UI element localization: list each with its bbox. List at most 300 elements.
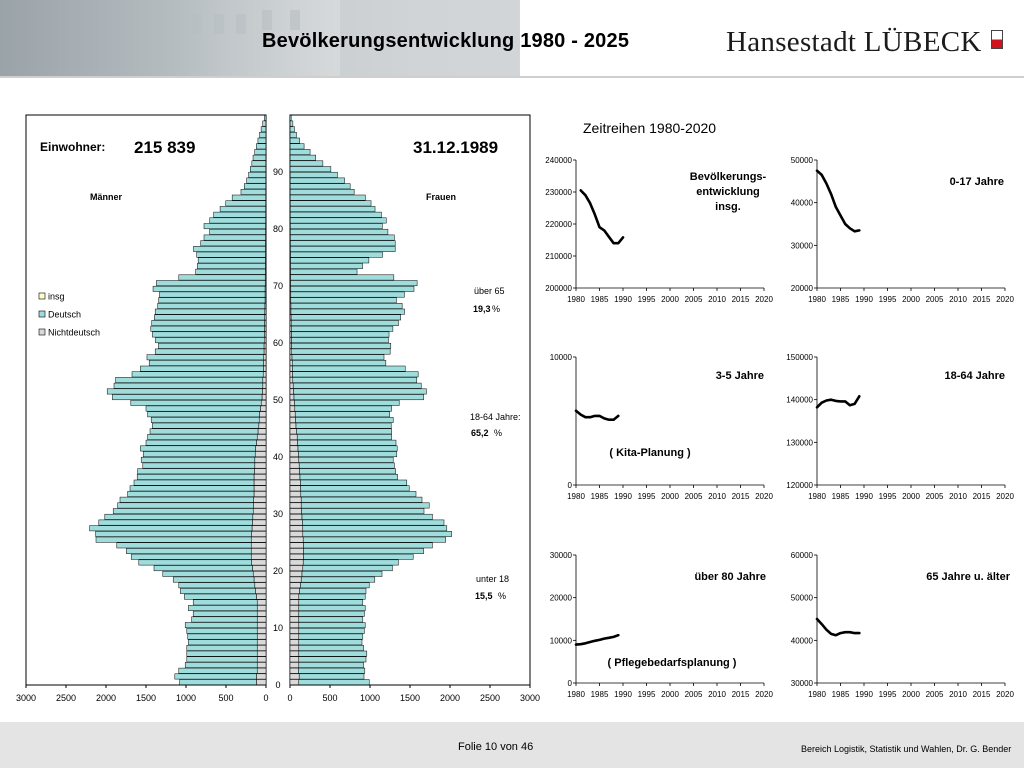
bar-women-deutsch-96 [290, 132, 296, 137]
bar-men-deutsch-13 [188, 605, 257, 610]
bar-women-deutsch-80 [290, 224, 382, 229]
bar-women-deutsch-25 [303, 537, 445, 542]
bar-women-deutsch-78 [290, 235, 394, 240]
bar-men-deutsch-53 [116, 377, 263, 382]
bar-women-nichtdeutsch-32 [290, 497, 301, 502]
bar-women-nichtdeutsch-23 [290, 548, 304, 553]
bar-women-nichtdeutsch-37 [290, 469, 300, 474]
bar-women-deutsch-98 [290, 121, 293, 126]
x-tick-label: 2020 [755, 295, 773, 304]
bar-men-deutsch-65 [155, 309, 265, 314]
bar-women-deutsch-88 [290, 178, 344, 183]
x-tick-label: 1995 [637, 492, 656, 501]
bar-men-nichtdeutsch-23 [251, 548, 266, 553]
bar-women-deutsch-44 [296, 429, 391, 434]
bar-men-deutsch-99 [264, 115, 266, 120]
bar-men-deutsch-86 [241, 189, 266, 194]
bar-men-deutsch-92 [253, 155, 266, 160]
x-tick-label: 2020 [996, 295, 1014, 304]
bar-men-deutsch-21 [139, 560, 252, 565]
bar-women-deutsch-49 [294, 400, 399, 405]
bar-women-nichtdeutsch-56 [290, 360, 292, 365]
bar-men-deutsch-89 [249, 172, 266, 177]
bar-women-deutsch-50 [294, 395, 424, 400]
bar-men-deutsch-55 [140, 366, 263, 371]
bar-men-deutsch-73 [197, 263, 265, 268]
bar-women-deutsch-45 [296, 423, 391, 428]
bar-women-nichtdeutsch-11 [290, 617, 299, 622]
time-series-chart-2 [791, 156, 1015, 304]
x-tick-label-women: 2000 [439, 693, 461, 703]
bar-men-nichtdeutsch-46 [259, 417, 266, 422]
bar-men-deutsch-24 [117, 543, 251, 548]
bar-men-nichtdeutsch-13 [257, 605, 266, 610]
bar-women-nichtdeutsch-17 [290, 583, 300, 588]
bar-women-deutsch-27 [303, 526, 447, 531]
bar-men-deutsch-80 [204, 224, 266, 229]
bar-women-deutsch-91 [290, 161, 323, 166]
y-tick-label: 120000 [786, 481, 813, 490]
bar-men-deutsch-48 [146, 406, 260, 411]
x-tick-label: 2020 [996, 690, 1014, 699]
bar-men-deutsch-20 [154, 566, 252, 571]
x-tick-label: 1980 [808, 295, 826, 304]
y-tick-label: 0 [567, 481, 572, 490]
y-tick-label-age: 40 [272, 452, 284, 462]
bar-women-deutsch-7 [299, 640, 362, 645]
bar-women-nichtdeutsch-27 [290, 526, 303, 531]
bar-men-nichtdeutsch-18 [254, 577, 266, 582]
bar-women-deutsch-4 [299, 657, 366, 662]
bar-men-nichtdeutsch-37 [254, 469, 266, 474]
bar-women-deutsch-34 [300, 486, 409, 491]
chart-title-6: 65 Jahre u. älter [926, 571, 1010, 583]
x-tick-label: 1980 [567, 295, 585, 304]
bar-men-deutsch-40 [143, 452, 255, 457]
bar-women-deutsch-39 [299, 457, 393, 462]
bar-women-nichtdeutsch-55 [290, 366, 292, 371]
chart-title-5: über 80 Jahre [694, 571, 766, 583]
x-tick-label: 1995 [878, 295, 897, 304]
x-tick-label-women: 2500 [479, 693, 501, 703]
bar-women-nichtdeutsch-46 [290, 417, 296, 422]
bar-women-nichtdeutsch-10 [290, 623, 299, 628]
bar-men-deutsch-19 [163, 571, 253, 576]
slide-footer [0, 722, 1024, 768]
y-tick-label-age: 50 [272, 395, 284, 405]
bar-men-deutsch-22 [131, 554, 251, 559]
bar-men-deutsch-14 [193, 600, 257, 605]
x-tick-label: 1990 [614, 295, 632, 304]
x-tick-label-men: 500 [218, 693, 234, 703]
bar-women-nichtdeutsch-43 [290, 434, 297, 439]
x-tick-label: 2015 [731, 295, 750, 304]
bar-women-nichtdeutsch-44 [290, 429, 296, 434]
bar-women-deutsch-61 [291, 332, 389, 337]
bar-men-nichtdeutsch-0 [256, 680, 266, 685]
y-tick-label: 10000 [549, 353, 572, 362]
bar-women-deutsch-17 [300, 583, 369, 588]
bar-women-nichtdeutsch-47 [290, 412, 295, 417]
bar-men-deutsch-87 [244, 184, 266, 189]
bar-women-nichtdeutsch-33 [290, 491, 301, 496]
bar-women-nichtdeutsch-14 [290, 600, 299, 605]
bar-women-nichtdeutsch-18 [290, 577, 301, 582]
x-tick-label: 1985 [590, 295, 609, 304]
time-series-chart-3 [550, 353, 774, 501]
bar-women-deutsch-87 [290, 184, 350, 189]
bar-men-deutsch-3 [185, 662, 257, 667]
series-line [576, 411, 618, 420]
x-tick-label: 1990 [855, 295, 873, 304]
bar-women-deutsch-24 [304, 543, 433, 548]
bar-men-deutsch-35 [134, 480, 254, 485]
x-tick-label: 2015 [731, 690, 750, 699]
x-tick-label: 1995 [878, 492, 897, 501]
x-tick-label-women: 0 [287, 693, 293, 703]
x-tick-label: 2015 [972, 690, 991, 699]
over65-label: über 65 [474, 286, 505, 296]
chart-title-4: 18-64 Jahre [944, 370, 1005, 382]
bar-men-nichtdeutsch-4 [257, 657, 266, 662]
city-emblem-icon [991, 30, 1003, 49]
bar-women-deutsch-47 [295, 412, 389, 417]
bar-men-deutsch-93 [255, 149, 266, 154]
x-tick-label: 1980 [808, 492, 826, 501]
bar-men-deutsch-63 [152, 320, 265, 325]
y-tick-label-age: 10 [272, 623, 284, 633]
x-tick-label: 1985 [590, 492, 609, 501]
x-tick-label: 1980 [567, 690, 585, 699]
y-tick-label: 220000 [545, 220, 572, 229]
bar-men-deutsch-0 [180, 680, 257, 685]
legend-swatch-insg [39, 293, 45, 299]
bar-men-deutsch-49 [131, 400, 261, 405]
bar-men-nichtdeutsch-45 [259, 423, 266, 428]
bar-women-deutsch-97 [290, 127, 294, 132]
bar-women-deutsch-66 [291, 303, 402, 308]
bar-men-nichtdeutsch-42 [256, 440, 266, 445]
bar-men-nichtdeutsch-12 [257, 611, 266, 616]
bar-men-nichtdeutsch-60 [264, 338, 266, 343]
x-tick-label-men: 1500 [135, 693, 157, 703]
bar-women-nichtdeutsch-36 [290, 474, 300, 479]
bar-women-deutsch-37 [300, 469, 396, 474]
y-tick-label: 30000 [549, 551, 572, 560]
bar-women-deutsch-41 [298, 446, 397, 451]
y-tick-label: 40000 [790, 636, 813, 646]
slide-header [0, 0, 1024, 78]
einwohner-value: 215 839 [134, 138, 196, 157]
bar-men-deutsch-12 [193, 611, 257, 616]
bar-women-deutsch-65 [291, 309, 405, 314]
bar-men-nichtdeutsch-31 [254, 503, 266, 508]
time-series-chart-6 [791, 551, 1015, 699]
chart-title-3: 3-5 Jahre [715, 370, 764, 382]
bar-women-deutsch-3 [299, 662, 364, 667]
bar-women-nichtdeutsch-50 [290, 395, 294, 400]
bar-women-deutsch-60 [292, 338, 389, 343]
bar-men-nichtdeutsch-11 [257, 617, 266, 622]
bar-women-deutsch-71 [291, 275, 394, 280]
time-series-charts [545, 156, 1014, 699]
bar-women-deutsch-92 [290, 155, 316, 160]
y-tick-label: 150000 [786, 353, 813, 362]
bar-women-deutsch-18 [301, 577, 375, 582]
bar-men-deutsch-8 [188, 634, 258, 639]
bar-men-deutsch-85 [232, 195, 266, 200]
bar-women-deutsch-53 [293, 377, 417, 382]
bar-women-nichtdeutsch-13 [290, 605, 299, 610]
bar-men-deutsch-51 [107, 389, 262, 394]
bar-men-nichtdeutsch-25 [251, 537, 266, 542]
bar-women-nichtdeutsch-19 [290, 571, 302, 576]
series-line [817, 619, 859, 635]
bar-men-deutsch-83 [220, 206, 266, 211]
bar-women-nichtdeutsch-49 [290, 400, 294, 405]
bar-women-nichtdeutsch-3 [290, 662, 299, 667]
bar-men-deutsch-79 [210, 229, 266, 234]
bar-men-nichtdeutsch-8 [257, 634, 266, 639]
bar-men-nichtdeutsch-47 [260, 412, 266, 417]
y-tick-label: 20000 [790, 284, 813, 293]
bar-men-deutsch-10 [185, 623, 257, 628]
women-label: Frauen [426, 192, 457, 202]
x-tick-label: 2010 [949, 492, 967, 501]
bar-women-nichtdeutsch-53 [290, 377, 293, 382]
bar-women-nichtdeutsch-41 [290, 446, 298, 451]
bar-men-deutsch-98 [263, 121, 266, 126]
bar-women-nichtdeutsch-15 [290, 594, 299, 599]
y-tick-label-age: 20 [272, 566, 284, 576]
y-tick-label: 240000 [545, 156, 572, 165]
bar-men-deutsch-36 [137, 474, 254, 479]
bar-men-deutsch-27 [90, 526, 252, 531]
x-tick-label: 1990 [855, 492, 873, 501]
x-tick-label-men: 2000 [95, 693, 117, 703]
bar-women-deutsch-8 [299, 634, 363, 639]
bar-women-nichtdeutsch-57 [290, 355, 292, 360]
legend-swatch-nichtdeutsch [39, 329, 45, 335]
series-line [576, 635, 618, 644]
x-tick-label: 2005 [684, 690, 703, 699]
bar-women-nichtdeutsch-58 [290, 349, 292, 354]
mid-age-value: 65,2 [471, 428, 489, 438]
bar-women-deutsch-16 [300, 588, 366, 593]
bar-women-deutsch-26 [303, 531, 452, 536]
x-tick-label: 2000 [902, 690, 920, 699]
x-tick-label: 2005 [925, 492, 944, 501]
mid-age-unit: % [494, 428, 503, 438]
legend-label-nichtdeutsch: Nichtdeutsch [48, 327, 101, 338]
bar-women-deutsch-43 [297, 434, 391, 439]
bar-women-deutsch-2 [298, 668, 364, 673]
bar-women-deutsch-89 [290, 172, 337, 177]
bar-women-deutsch-69 [291, 286, 414, 291]
bar-women-deutsch-19 [302, 571, 382, 576]
bar-women-deutsch-9 [299, 628, 365, 633]
bar-men-deutsch-67 [159, 298, 265, 303]
bar-women-deutsch-68 [291, 292, 405, 297]
y-tick-label: 50000 [790, 593, 813, 603]
y-tick-label: 130000 [786, 438, 813, 448]
bar-women-deutsch-31 [301, 503, 429, 508]
x-tick-label: 2005 [684, 492, 703, 501]
bar-women-nichtdeutsch-24 [290, 543, 304, 548]
bar-women-deutsch-63 [291, 320, 398, 325]
bar-women-nichtdeutsch-20 [290, 566, 303, 571]
bar-women-deutsch-29 [302, 514, 432, 519]
bar-men-deutsch-43 [148, 434, 258, 439]
x-tick-label: 1995 [637, 690, 656, 699]
time-series-group-title: Zeitreihen 1980-2020 [583, 120, 717, 136]
bar-women-nichtdeutsch-54 [290, 372, 293, 377]
bar-men-nichtdeutsch-3 [257, 662, 266, 667]
bar-men-deutsch-16 [180, 588, 255, 593]
y-tick-label-age: 0 [275, 680, 281, 690]
time-series-chart-5 [550, 551, 774, 699]
slide-number: Folie 10 von 46 [458, 741, 534, 753]
bar-women-deutsch-30 [302, 509, 424, 514]
bar-women-nichtdeutsch-7 [290, 640, 299, 645]
bar-women-deutsch-86 [290, 189, 354, 194]
bar-women-deutsch-90 [290, 167, 331, 172]
bar-men-deutsch-23 [126, 548, 251, 553]
under18-value: 15,5 [475, 591, 493, 601]
bar-men-nichtdeutsch-9 [257, 628, 266, 633]
bar-women-deutsch-52 [293, 383, 421, 388]
footer-credit: Bereich Logistik, Statistik und Wahlen, Dr. G. Bender [801, 744, 1012, 754]
x-tick-label: 2005 [684, 295, 703, 304]
bar-men-deutsch-26 [96, 531, 252, 536]
chart-title-2: 0-17 Jahre [949, 176, 1004, 188]
bar-women-deutsch-56 [292, 360, 386, 365]
x-tick-label: 2020 [755, 492, 773, 501]
bar-women-deutsch-57 [292, 355, 384, 360]
bar-men-nichtdeutsch-15 [256, 594, 266, 599]
bar-women-deutsch-95 [290, 138, 300, 143]
bar-men-deutsch-47 [148, 412, 260, 417]
x-tick-label: 2010 [708, 492, 726, 501]
bar-men-nichtdeutsch-43 [257, 434, 266, 439]
bar-men-nichtdeutsch-20 [252, 566, 266, 571]
bar-men-deutsch-37 [138, 469, 255, 474]
bar-women-deutsch-79 [290, 229, 388, 234]
bar-men-nichtdeutsch-38 [255, 463, 266, 468]
bar-men-nichtdeutsch-22 [251, 554, 266, 559]
bar-women-deutsch-11 [299, 617, 363, 622]
bar-women-deutsch-59 [292, 343, 391, 348]
bar-men-nichtdeutsch-29 [253, 514, 266, 519]
x-tick-label: 2000 [902, 492, 920, 501]
x-tick-label: 1990 [855, 690, 873, 699]
bar-women-deutsch-40 [298, 452, 396, 457]
bar-men-nichtdeutsch-26 [252, 531, 266, 536]
bar-men-deutsch-71 [179, 275, 265, 280]
bar-men-deutsch-2 [179, 668, 257, 673]
bar-men-deutsch-29 [105, 514, 253, 519]
y-tick-label: 140000 [786, 395, 813, 405]
bar-women-deutsch-12 [299, 611, 365, 616]
bar-men-deutsch-52 [114, 383, 263, 388]
bar-men-nichtdeutsch-44 [258, 429, 266, 434]
bar-men-deutsch-6 [187, 645, 257, 650]
x-tick-label-men: 1000 [175, 693, 197, 703]
x-tick-label: 2010 [949, 690, 967, 699]
bar-men-nichtdeutsch-57 [264, 355, 266, 360]
x-tick-label: 1995 [637, 295, 656, 304]
bar-women-deutsch-38 [299, 463, 394, 468]
bar-men-deutsch-46 [151, 417, 259, 422]
bar-men-deutsch-82 [214, 212, 266, 217]
bar-women-deutsch-77 [290, 241, 395, 246]
bar-men-nichtdeutsch-7 [257, 640, 266, 645]
legend-label-deutsch: Deutsch [48, 309, 82, 320]
x-tick-label: 2010 [949, 295, 967, 304]
bar-women-deutsch-46 [296, 417, 394, 422]
bar-men-nichtdeutsch-39 [255, 457, 266, 462]
bar-women-deutsch-48 [295, 406, 392, 411]
time-series-chart-1 [545, 156, 773, 304]
bar-women-deutsch-51 [294, 389, 427, 394]
over65-value: 19,3 [473, 304, 491, 314]
bar-men-deutsch-95 [258, 138, 266, 143]
bar-women-deutsch-13 [299, 605, 365, 610]
chart-title-1: insg. [715, 201, 741, 213]
x-tick-label: 2020 [996, 492, 1014, 501]
bar-men-deutsch-11 [192, 617, 258, 622]
x-tick-label: 2005 [925, 295, 944, 304]
bar-men-deutsch-17 [179, 583, 255, 588]
bar-men-nichtdeutsch-10 [257, 623, 266, 628]
mid-age-label: 18-64 Jahre: [470, 412, 521, 422]
bar-men-nichtdeutsch-49 [261, 400, 266, 405]
bar-women-nichtdeutsch-30 [290, 509, 302, 514]
bar-women-deutsch-0 [299, 680, 369, 685]
bar-men-deutsch-66 [158, 303, 265, 308]
bar-men-deutsch-18 [173, 577, 254, 582]
bar-men-deutsch-72 [196, 269, 266, 274]
bar-women-deutsch-64 [291, 315, 401, 320]
bar-women-deutsch-28 [302, 520, 444, 525]
y-tick-label-age: 30 [272, 509, 284, 519]
x-tick-label: 1990 [614, 690, 632, 699]
bar-men-deutsch-50 [112, 395, 262, 400]
bar-men-deutsch-38 [143, 463, 255, 468]
x-tick-label-men: 0 [263, 693, 269, 703]
bar-men-nichtdeutsch-33 [254, 491, 266, 496]
bar-men-deutsch-75 [197, 252, 266, 257]
brand-logo-text: Hansestadt LÜBECK [726, 26, 982, 58]
x-tick-label-men: 2500 [55, 693, 77, 703]
bar-men-deutsch-5 [187, 651, 257, 656]
bar-women-deutsch-32 [301, 497, 422, 502]
bar-men-deutsch-77 [201, 241, 266, 246]
bar-women-nichtdeutsch-2 [290, 668, 298, 673]
x-tick-label-men: 3000 [15, 693, 37, 703]
bar-women-deutsch-85 [290, 195, 365, 200]
x-tick-label: 2020 [755, 690, 773, 699]
bar-women-deutsch-54 [293, 372, 419, 377]
bar-women-nichtdeutsch-29 [290, 514, 302, 519]
bar-women-nichtdeutsch-8 [290, 634, 299, 639]
bar-men-nichtdeutsch-36 [254, 474, 266, 479]
bar-men-deutsch-42 [146, 440, 256, 445]
bar-men-nichtdeutsch-34 [254, 486, 266, 491]
bar-men-nichtdeutsch-16 [256, 588, 266, 593]
y-tick-label: 0 [567, 679, 572, 688]
x-tick-label-women: 1000 [359, 693, 381, 703]
